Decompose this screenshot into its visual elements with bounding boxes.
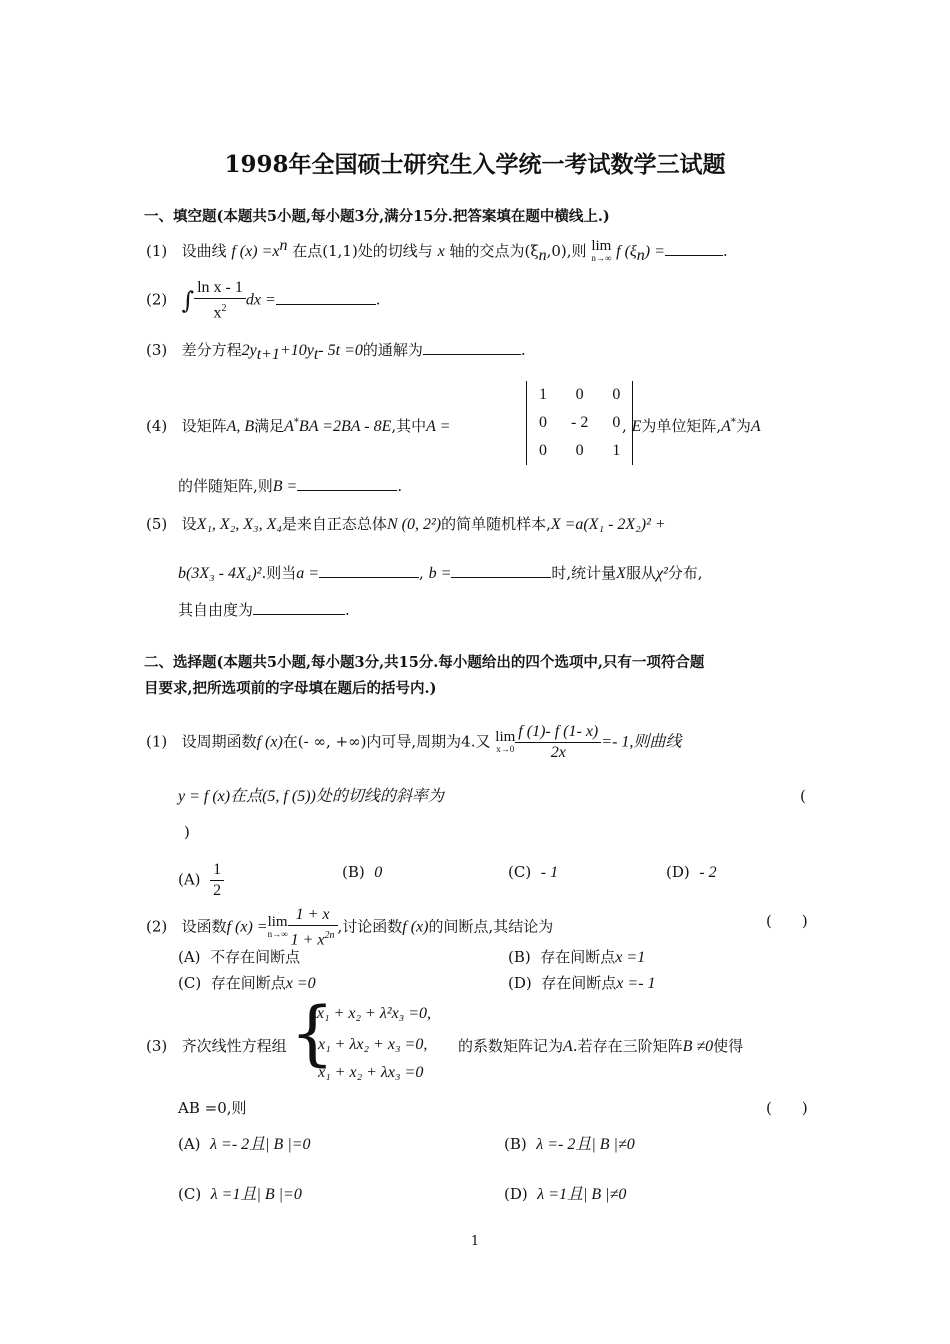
math-sub: t [313, 346, 319, 363]
answer-paren-left: ( [800, 787, 806, 805]
choice-question-3-tail [458, 1036, 743, 1057]
math-expr: A [750, 418, 761, 435]
answer-paren: ( ) [766, 912, 808, 930]
question-number: (1) [146, 732, 168, 751]
option-b[interactable] [342, 862, 382, 883]
question-text: y = f (x)在点(5, f (5))处的切线的斜率为 [178, 788, 444, 805]
choice-question-1 [146, 722, 681, 763]
option-value: 存在间断点 [540, 948, 616, 966]
answer-blank[interactable] [297, 476, 397, 491]
question-text: .则当 [261, 564, 297, 582]
question-text: 设矩阵 [181, 417, 227, 435]
section-2-heading-2: 目要求,把所选项前的字母填在题后的括号内.) [144, 680, 437, 697]
option-label: (A) [178, 1135, 201, 1153]
option-value: λ =1且| B |≠0 [537, 1186, 627, 1203]
question-text: 在点(1,1)处的切线与 [292, 242, 433, 260]
option-d[interactable] [504, 1184, 626, 1205]
math-expr: a = [296, 565, 320, 582]
question-text: 是来自正态总体 [281, 515, 387, 533]
math-expr: f (x) =x [231, 243, 280, 260]
answer-paren-right: ) [184, 823, 190, 841]
fraction [194, 278, 246, 323]
matrix-cell: 0 [575, 386, 584, 403]
equation-3: x₁ + x₂ + λx₃ =0 [318, 1064, 424, 1081]
answer-blank[interactable] [665, 241, 723, 256]
math-expr: f (x) [402, 918, 429, 936]
question-text: 齐次线性方程组 [181, 1037, 287, 1055]
math-expr: - 5t =0 [318, 342, 363, 359]
question-text: 设曲线 [181, 242, 227, 260]
limit-symbol [591, 240, 611, 264]
answer-blank[interactable] [423, 340, 521, 355]
option-value: - 1 [540, 864, 559, 881]
frac-den: 2x [550, 744, 566, 761]
option-value: λ =1且| B |=0 [210, 1186, 302, 1203]
question-text: 在(- ∞, +∞)内可导,周期为4.又 [282, 732, 491, 751]
math-sup: 2n [324, 930, 335, 941]
question-text: 其自由度为 [178, 601, 254, 619]
option-value: λ =- 2且| B |≠0 [536, 1136, 635, 1153]
option-a[interactable] [178, 947, 300, 967]
math-expr: X =a(X₁ - 2X₂)² + [550, 516, 666, 533]
math-expr: E [631, 418, 642, 435]
math-expr: B = [272, 478, 298, 495]
frac-den: 2 [213, 882, 222, 899]
section-1-heading: 一、填空题(本题共5小题,每小题3分,满分15分.把答案填在题中横线上.) [144, 208, 610, 225]
equation-2: x₁ + λx₂ + x₃ =0, [318, 1036, 428, 1053]
section-2-heading: 二、选择题(本题共5小题,每小题3分,共15分.每小题给出的四个选项中,只有一项符合题 [144, 654, 705, 671]
math-expr: A [563, 1038, 573, 1055]
fill-question-4-line2: 的伴随矩阵,则B = . [178, 477, 403, 495]
question-text: 满足 [254, 417, 285, 435]
matrix-cell: 1 [612, 442, 621, 459]
frac-num: 1 [210, 860, 224, 881]
math-expr: B ≠0 [682, 1038, 714, 1055]
question-text: .若存在三阶矩阵 [572, 1037, 683, 1055]
question-text: 为 [735, 417, 751, 435]
matrix-cell: - 2 [571, 414, 589, 431]
matrix-cell: 0 [575, 442, 584, 459]
choice-question-1-line2 [178, 786, 444, 807]
math-expr: +10y [279, 342, 314, 359]
math-expr: BA =2BA - 8E [298, 418, 392, 435]
option-label: (D) [504, 1185, 528, 1203]
question-number: (1) [146, 242, 168, 260]
option-d[interactable] [508, 973, 656, 994]
answer-blank[interactable] [276, 290, 376, 305]
question-number: (2) [146, 290, 168, 309]
math-expr: b(3X₃ - 4X₄)² [178, 565, 262, 582]
option-label: (D) [508, 974, 532, 992]
math-expr: =- 1,则曲线 [601, 733, 682, 751]
choice-question-3-line2: AB =0,则 [178, 1099, 247, 1117]
answer-blank[interactable] [451, 563, 551, 578]
option-d[interactable] [666, 862, 717, 883]
option-b[interactable] [504, 1134, 635, 1155]
frac-den: x [213, 304, 222, 322]
math-expr: 2y [241, 342, 257, 359]
matrix-cell: 0 [539, 442, 547, 459]
equation-1: λx₁ + x₂ + λ²x₃ =0, [310, 1005, 432, 1022]
option-a[interactable] [178, 860, 224, 901]
math-expr: A, B [226, 418, 255, 435]
option-value: 不存在间断点 [210, 948, 301, 966]
question-text: 使得 [713, 1037, 744, 1055]
math-sub: n [636, 247, 645, 264]
matrix-a [526, 381, 633, 465]
question-text: 设周期函数 [181, 732, 257, 751]
matrix-cell: 0 [612, 414, 621, 431]
fraction [210, 860, 224, 901]
math-sup: * [730, 417, 736, 428]
answer-blank[interactable] [319, 563, 419, 578]
frac-num: f (1)- f (1- x) [515, 722, 601, 743]
option-label: (B) [342, 863, 365, 881]
choice-question-3 [146, 1036, 287, 1056]
lim-sub: n→∞ [267, 928, 288, 939]
lim-sub: n→∞ [591, 253, 612, 263]
option-c[interactable] [508, 862, 558, 883]
option-value: 0 [374, 864, 383, 881]
question-number: (3) [146, 1037, 168, 1055]
question-text: 时,统计量 [551, 564, 617, 582]
matrix-cell: 0 [612, 386, 621, 403]
option-value: - 2 [699, 864, 717, 881]
math-expr: X₁, X₂, X₃, X₄ [196, 516, 282, 533]
option-math: x =1 [615, 949, 646, 966]
question-text: 差分方程 [181, 341, 242, 359]
option-label: (B) [504, 1135, 527, 1153]
page-number: 1 [470, 1234, 480, 1249]
lim-text: lim [495, 728, 516, 745]
question-text: 分布, [667, 564, 703, 582]
integral-sign: ∫ [181, 286, 195, 315]
question-text: 轴的交点为(ξ [449, 242, 539, 260]
math-expr: N (0, 2²) [386, 516, 442, 533]
question-text: 服从 [625, 564, 656, 582]
question-text: 的系数矩阵记为 [458, 1037, 564, 1055]
math-expr: ) = [644, 243, 665, 260]
option-a[interactable] [178, 1134, 311, 1155]
fill-question-2: (2) ∫ $\frac{\text{ln x - 1}}{x^2}$ dx = . [146, 279, 381, 322]
lim-text: lim [591, 238, 612, 254]
question-text: 为单位矩阵, [641, 417, 722, 435]
page-title: 1998年全国硕士研究生入学统一考试数学三试题 [224, 151, 726, 178]
question-number: (4) [146, 417, 168, 435]
question-number: (5) [146, 515, 168, 533]
question-text: 的伴随矩阵,则 [178, 477, 273, 495]
frac-den: 1 + x [290, 931, 325, 949]
option-value: λ =- 2且| B |=0 [210, 1136, 311, 1153]
option-math: x =0 [285, 975, 316, 992]
fill-question-4 [146, 413, 450, 437]
math-expr: f (x) = [226, 918, 268, 936]
math-expr: A = [426, 418, 451, 435]
option-math: x =- 1 [616, 975, 656, 992]
fill-question-4-tail [622, 413, 761, 437]
option-value: 存在间断点 [210, 974, 286, 992]
question-text: ,其中 [391, 417, 427, 435]
question-text: 设 [181, 515, 197, 533]
option-label: (A) [178, 948, 201, 966]
question-text: ,讨论函数 [337, 917, 403, 936]
option-c[interactable] [178, 973, 316, 994]
lim-sub: x→0 [496, 743, 515, 754]
fill-question-5-line2: b(3X₃ - 4X₄)².则当a = , b = 时,统计量X服从χ²分布, [178, 564, 703, 582]
question-text: 设函数 [181, 917, 227, 936]
limit-symbol [267, 913, 288, 940]
fill-question-1: (1) 设曲线 f $(x) =x^n$ 在点(1,1)处的切线与 x 轴的交点为$(\xi_n,0)$,则 lim n→∞ f $(\xi_n)$ = . [146, 237, 728, 264]
option-b[interactable] [508, 947, 645, 968]
math-sup: * [293, 417, 299, 428]
math-sub: t+1 [256, 346, 280, 363]
math-sub: n [538, 247, 547, 264]
limit-symbol [495, 728, 516, 755]
matrix-cell: 1 [539, 386, 547, 403]
answer-blank[interactable] [253, 600, 345, 615]
math-expr: f (ξ [616, 243, 637, 260]
math-sup: 2 [221, 303, 227, 314]
math-expr: X [616, 565, 626, 582]
left-brace: { [290, 992, 335, 1074]
option-label: (D) [666, 863, 690, 881]
answer-paren: ( ) [766, 1099, 808, 1117]
fill-question-3: (3) 差分方程$2y_{t+1}+10y_t-$ 5t =0的通解为 . [146, 341, 526, 363]
fill-question-5 [146, 514, 666, 535]
option-label: (C) [178, 1185, 202, 1203]
matrix-cell: 0 [539, 414, 547, 431]
lim-text: lim [267, 913, 288, 930]
question-number: (3) [146, 341, 168, 359]
math-expr: dx = [245, 291, 276, 309]
question-text: 的通解为 [362, 341, 423, 359]
frac-num: ln x - 1 [194, 278, 246, 299]
fill-question-5-line3: 其自由度为 . [178, 601, 350, 619]
fraction [288, 905, 338, 950]
math-expr: A [721, 418, 731, 435]
option-label: (C) [178, 974, 202, 992]
question-text: 的简单随机样本, [441, 515, 551, 533]
option-label: (C) [508, 863, 532, 881]
math-expr: A [284, 418, 294, 435]
question-text: ,0),则 [546, 242, 587, 260]
option-label: (B) [508, 948, 531, 966]
frac-num: 1 + x [288, 905, 338, 926]
option-label: (A) [178, 870, 201, 889]
math-expr: χ² [655, 565, 668, 582]
fraction [515, 722, 601, 763]
option-value: 存在间断点 [541, 974, 617, 992]
math-expr: x [437, 243, 445, 260]
question-text: , [622, 417, 627, 435]
option-c[interactable] [178, 1184, 302, 1205]
question-text: 的间断点,其结论为 [428, 917, 554, 936]
math-sup: n [279, 237, 288, 254]
math-expr: f (x) [256, 733, 283, 751]
choice-question-2 [146, 905, 553, 950]
math-expr: b = [428, 565, 452, 582]
question-number: (2) [146, 917, 168, 936]
